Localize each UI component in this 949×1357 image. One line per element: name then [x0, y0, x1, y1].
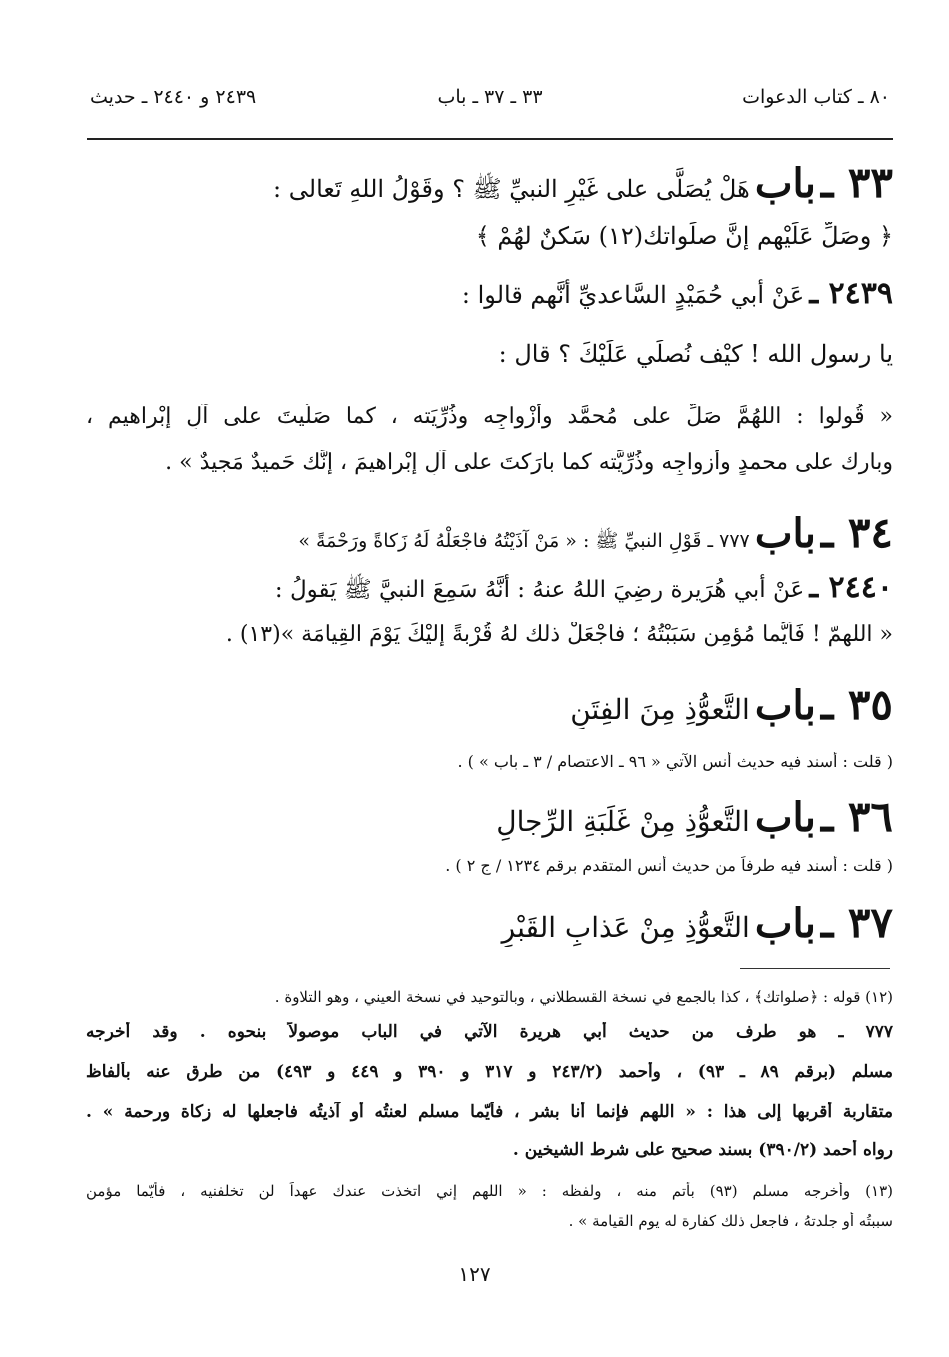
hadith-isnad: عَنْ أبي حُمَيْدٍ السَّاعديِّ أنَّهم قالوا : — [461, 281, 805, 309]
chapter-number: ٣٥ ـ — [820, 680, 893, 729]
hadith-isnad: عَنْ أبي هُرَيرة رضِيَ اللهُ عنهُ : أنَّهُ سَمِعَ النبيَّ ﷺ يَقولُ : — [274, 577, 805, 603]
chapter-34-heading — [86, 508, 893, 557]
chapter-title: التَّعوُّذِ مِنْ غَلَبَةِ الرِّجالِ — [496, 805, 750, 838]
chapter-word: باب — [754, 510, 816, 557]
chapter-number: ٣٧ ـ — [820, 898, 893, 947]
chapter-number: ٣٤ ـ — [820, 508, 893, 557]
hadith-number: ٢٤٣٩ ـ — [809, 276, 893, 311]
hadith-2440-opening — [86, 570, 893, 609]
chapter-title: هَلْ يُصَلَّى على غَيْرِ النبيِّ ﷺ ؟ وقَوْلُ اللهِ تَعالى : — [273, 175, 750, 203]
chapter-36-heading — [86, 792, 893, 841]
chapter-title: التَّعوُّذِ مِنْ عَذابِ القَبْرِ — [501, 911, 750, 944]
chapter-35-heading — [86, 680, 893, 729]
chapter-number: ٣٣ ـ — [820, 158, 893, 207]
footnote-777-line: ٧٧٧ ـ هو طرف من حديث أبي هريرة الآتي في الباب موصولاً بنحوه . وقد أخرجه — [86, 1022, 893, 1042]
footnote-777-line: متقاربة أقربها إلى هذا : « اللهم فإنما أنا بشر ، فأيّما مسلم لعنتُه أو آذيتُه فاجعلها له زكاة ورحمة » . — [86, 1102, 893, 1122]
chapter-title: ٧٧٧ ـ قَوْلِ النبيِّ ﷺ : « مَنْ آذَيْتُهُ فاجْعَلْهُ لَهُ زَكاةً ورَحْمَةً » — [298, 530, 750, 552]
chapter-37-heading — [86, 898, 893, 947]
hadith-2439-line — [86, 340, 893, 368]
hadith-number: ٢٤٤٠ ـ — [809, 570, 893, 605]
footnote-12: (١٢) قوله : ﴿صلواتك﴾ ، كذا بالجمع في نسخة القسطلاني ، وبالتوحيد في نسخة العيني ، وهو التلاوة . — [274, 988, 893, 1006]
chapter-word: باب — [754, 900, 816, 947]
page-number: ١٢٧ — [458, 1262, 491, 1286]
hadith-text: يا رسول الله ! كيْف نُصلِّي عَلَيْكَ ؟ قال : — [498, 340, 893, 368]
hadith-2439-line — [86, 450, 893, 475]
hadith-2439-line — [86, 404, 893, 429]
editor-note: ( قلت : أسند فيه حديث أنس الآتي « ٩٦ ـ الاعتصام / ٣ ـ باب » ) . — [457, 752, 893, 771]
chapter-number: ٣٦ ـ — [820, 792, 893, 841]
running-header — [90, 86, 890, 122]
hadith-2439-opening — [86, 276, 893, 311]
header-divider — [87, 138, 893, 140]
chapter-word: باب — [754, 794, 816, 841]
hadith-2440-line — [86, 622, 893, 647]
chapter-33-heading — [86, 158, 893, 209]
header-chapter-range: ٣٣ ـ ٣٧ ـ باب — [437, 86, 543, 108]
chapter-title: التَّعوُّذِ مِنَ الفِتَنِ — [570, 693, 750, 726]
footnote-13-line: (١٣) وأخرجه مسلم (٩٣) بأتم منه ، ولفظه : « اللهم إني اتخذت عندك عهداً لن تخلفنيه ، فأيّما مؤمن — [86, 1182, 893, 1200]
chapter-36-note — [86, 856, 893, 875]
footnote-divider — [740, 968, 890, 969]
chapter-35-note — [86, 752, 893, 771]
hadith-text: « قُولوا : اللهُمَّ صَلِّ على مُحمَّد وأَزْواجِه وذُرِّيَته ، كما صَلَّيتَ على آلِ إبْراهيم ، — [86, 404, 893, 429]
editor-note: ( قلت : أسند فيه طرفاً من حديث أنس المتقدم برقم ١٢٣٤ / ج ٢ ) . — [445, 856, 893, 875]
footnote-777-line: مسلم (برقم ٨٩ ـ ٩٣) ، وأحمد (٢٤٣/٢ و ٣١٧ و ٣٩٠ و ٤٤٩ و ٤٩٣) من طرق عنه بألفاظ — [86, 1062, 893, 1082]
chapter-word: باب — [754, 160, 816, 207]
verse-text: ﴿ وصَلِّ عَلَيْهم إنَّ صلَواتك(١٢) سَكنٌ لهُمْ ﴾ — [475, 222, 893, 250]
quran-verse — [86, 222, 893, 250]
footnote-777-line: رواه أحمد (٣٩٠/٢) بسند صحيح على شرط الشيخين . — [512, 1140, 893, 1160]
hadith-text: « اللهمّ ! فَأيُّما مُؤمِنٍ سَبَبْتُهُ ؛ فاجْعَلْ ذلك لهُ قُرْبةً إليْكَ يَوْمَ القِيامَة »(١٣) . — [225, 622, 893, 647]
header-book-title: ٨٠ ـ كتاب الدعوات — [742, 86, 890, 108]
footnote-13-line: سببتُه أو جلدتهُ ، فاجعل ذلك كفارة له يوم القيامة » . — [568, 1212, 893, 1230]
hadith-text: وبارك على محمدٍ وأزواجِه وذُرِّيَّته كما بارَكتَ على آلِ إبْراهيمَ ، إنَّك حَميدٌ مَجيدٌ » . — [165, 450, 893, 475]
header-hadith-range: ٢٤٣٩ و ٢٤٤٠ ـ حديث — [90, 86, 257, 108]
chapter-word: باب — [754, 682, 816, 729]
